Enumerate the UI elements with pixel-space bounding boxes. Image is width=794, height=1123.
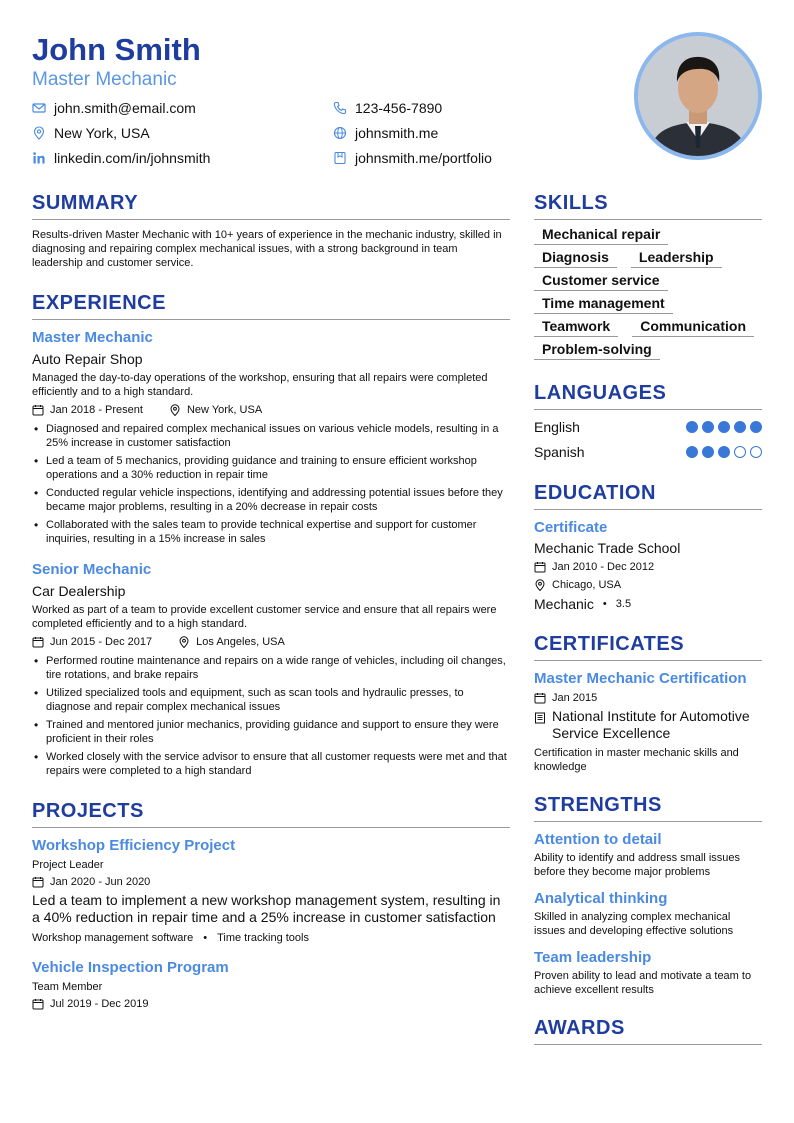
project-item bbox=[32, 958, 510, 1012]
education-gpa: 3.5 bbox=[615, 598, 632, 610]
project-item bbox=[32, 836, 510, 946]
section-title-awards: AWARDS bbox=[534, 1015, 762, 1045]
skill-tag: Problem-solving bbox=[534, 341, 660, 360]
list-item: • Collaborated with the sales team to provide technical expertise and support for customer inquiries, resulting in a 15% increase in sales bbox=[32, 518, 510, 546]
project-dates: Jan 2020 - Jun 2020 bbox=[50, 876, 151, 888]
list-item: • Diagnosed and repaired complex mechanical issues on various vehicle models, resulting in a 25% increase in customer satisfaction bbox=[32, 422, 510, 450]
strength-item bbox=[534, 889, 762, 938]
language-level-dots bbox=[686, 446, 762, 458]
job-dates: Jan 2018 - Present bbox=[50, 404, 143, 416]
contact-location bbox=[32, 123, 150, 143]
strength-title: Attention to detail bbox=[534, 831, 662, 848]
certificate-date: Jan 2015 bbox=[552, 692, 598, 704]
location-pin-icon bbox=[178, 636, 190, 648]
level-dot-empty bbox=[734, 446, 746, 458]
phone-text: 123-456-7890 bbox=[355, 100, 443, 116]
job-title: Master Mechanic bbox=[32, 329, 153, 346]
experience-item bbox=[32, 560, 510, 778]
email-icon bbox=[32, 101, 46, 115]
left-column bbox=[32, 190, 510, 1012]
level-dot-filled bbox=[686, 446, 698, 458]
strength-description: Proven ability to lead and motivate a team to achieve excellent results bbox=[534, 970, 752, 996]
list-item: • Conducted regular vehicle inspections, identifying and addressing potential issues before they became major problems, resulting in a 20% decrease in repair costs bbox=[32, 486, 510, 514]
calendar-icon bbox=[32, 998, 44, 1010]
level-dot-filled bbox=[734, 421, 746, 433]
job-location: Los Angeles, USA bbox=[196, 636, 285, 648]
certificate-issuer-row bbox=[534, 708, 762, 742]
calendar-icon bbox=[32, 404, 44, 416]
education-field: Mechanic bbox=[534, 596, 594, 612]
portfolio-icon bbox=[333, 151, 347, 165]
candidate-name: John Smith bbox=[32, 32, 201, 67]
separator-dot: • bbox=[602, 598, 607, 610]
level-dot-filled bbox=[702, 421, 714, 433]
contact-phone[interactable] bbox=[333, 98, 442, 118]
strength-item bbox=[534, 830, 762, 879]
job-description: Worked as part of a team to provide excellent customer service and ensure that all repairs were completed efficiently and to a high standard. bbox=[32, 604, 497, 630]
calendar-icon bbox=[534, 561, 546, 573]
section-title-projects: PROJECTS bbox=[32, 798, 510, 828]
education-school: Mechanic Trade School bbox=[534, 540, 681, 556]
list-item: • Worked closely with the service advisor to ensure that all customer requests were met and that repairs were completed to a high standard bbox=[32, 750, 510, 778]
education-meta-dates bbox=[534, 559, 762, 575]
certificate-issuer: National Institute for Automotive Service Excellence bbox=[552, 708, 750, 741]
education-item bbox=[534, 518, 762, 613]
job-meta bbox=[32, 634, 510, 650]
level-dot-filled bbox=[750, 421, 762, 433]
project-tool: Workshop management software bbox=[32, 932, 194, 944]
calendar-icon bbox=[534, 692, 546, 704]
project-title: Workshop Efficiency Project bbox=[32, 837, 236, 854]
list-item: • Led a team of 5 mechanics, providing guidance and training to ensure efficient workshop operations and a 30% reduction in repair time bbox=[32, 454, 510, 482]
project-title: Vehicle Inspection Program bbox=[32, 959, 229, 976]
globe-icon bbox=[333, 126, 347, 140]
language-row bbox=[534, 439, 762, 464]
project-description: Led a team to implement a new workshop management system, resulting in a 40% reduction in repair time and a 25% increase in customer satisfaction bbox=[32, 892, 501, 925]
contact-website[interactable] bbox=[333, 123, 438, 143]
certificate-meta-date bbox=[534, 690, 762, 706]
project-meta bbox=[32, 874, 510, 890]
project-tool: Time tracking tools bbox=[217, 932, 309, 944]
education-degree: Certificate bbox=[534, 519, 608, 536]
section-title-summary: SUMMARY bbox=[32, 190, 510, 220]
project-dates: Jul 2019 - Dec 2019 bbox=[50, 998, 149, 1010]
strength-title: Analytical thinking bbox=[534, 890, 668, 907]
skill-tag: Mechanical repair bbox=[534, 226, 668, 245]
skill-tag: Communication bbox=[632, 318, 754, 337]
section-title-strengths: STRENGTHS bbox=[534, 792, 762, 822]
skill-tag: Time management bbox=[534, 295, 673, 314]
project-role: Project Leader bbox=[32, 859, 104, 871]
contact-linkedin[interactable] bbox=[32, 148, 210, 168]
section-title-experience: EXPERIENCE bbox=[32, 290, 510, 320]
strength-title: Team leadership bbox=[534, 949, 652, 966]
strength-description: Skilled in analyzing complex mechanical issues and developing effective solutions bbox=[534, 911, 734, 937]
section-title-education: EDUCATION bbox=[534, 480, 762, 510]
job-meta bbox=[32, 402, 510, 418]
education-location: Chicago, USA bbox=[552, 579, 622, 591]
resume-header bbox=[32, 32, 762, 172]
section-title-skills: SKILLS bbox=[534, 190, 762, 220]
project-meta bbox=[32, 996, 510, 1012]
company-name: Car Dealership bbox=[32, 583, 126, 599]
linkedin-text: linkedin.com/in/johnsmith bbox=[54, 150, 211, 166]
location-pin-icon bbox=[534, 579, 546, 591]
languages-list bbox=[534, 414, 762, 464]
certificate-item bbox=[534, 669, 762, 774]
section-title-languages: LANGUAGES bbox=[534, 380, 762, 410]
job-location: New York, USA bbox=[186, 404, 263, 416]
list-item: • Utilized specialized tools and equipment, such as scan tools and hydraulic presses, to diagnose and repair complex mechanical issues bbox=[32, 686, 510, 714]
language-level-dots bbox=[686, 421, 762, 433]
location-pin-icon bbox=[169, 404, 181, 416]
portfolio-text: johnsmith.me/portfolio bbox=[355, 150, 492, 166]
education-field-row bbox=[534, 595, 762, 613]
candidate-title: Master Mechanic bbox=[32, 69, 177, 90]
list-item: • Trained and mentored junior mechanics, providing guidance and support to ensure they were proficient in their roles bbox=[32, 718, 510, 746]
calendar-icon bbox=[32, 876, 44, 888]
education-meta-location bbox=[534, 577, 762, 593]
language-name: English bbox=[534, 418, 580, 435]
contact-email[interactable] bbox=[32, 98, 196, 118]
section-title-certificates: CERTIFICATES bbox=[534, 631, 762, 661]
right-column bbox=[534, 190, 762, 1045]
profile-photo bbox=[634, 32, 762, 160]
skill-tag: Teamwork bbox=[534, 318, 618, 337]
separator-dot: • bbox=[203, 932, 208, 944]
email-text: john.smith@email.com bbox=[54, 100, 196, 116]
strength-description: Ability to identify and address small issues before they become major problems bbox=[534, 852, 741, 878]
certificate-description: Certification in master mechanic skills and knowledge bbox=[534, 747, 739, 773]
phone-icon bbox=[333, 101, 347, 115]
skills-list bbox=[534, 226, 762, 360]
company-name: Auto Repair Shop bbox=[32, 351, 143, 367]
linkedin-icon bbox=[32, 151, 46, 165]
strength-item bbox=[534, 948, 762, 997]
experience-item bbox=[32, 328, 510, 546]
calendar-icon bbox=[32, 636, 44, 648]
website-text: johnsmith.me bbox=[355, 125, 439, 141]
job-title: Senior Mechanic bbox=[32, 561, 152, 578]
education-dates: Jan 2010 - Dec 2012 bbox=[552, 561, 655, 573]
contact-portfolio[interactable] bbox=[333, 148, 492, 168]
project-tools bbox=[32, 930, 510, 946]
location-text: New York, USA bbox=[54, 125, 150, 141]
summary-text: Results-driven Master Mechanic with 10+ years of experience in the mechanic industry, skilled in diagnosing and repairing complex mechanical issues, with a strong background in team leadership and customer service. bbox=[32, 229, 502, 269]
institution-icon bbox=[534, 712, 546, 724]
job-description: Managed the day-to-day operations of the workshop, ensuring that all repairs were completed efficiently and to a high standard. bbox=[32, 372, 488, 398]
skill-tag: Diagnosis bbox=[534, 249, 617, 268]
level-dot-filled bbox=[702, 446, 714, 458]
job-dates: Jun 2015 - Dec 2017 bbox=[50, 636, 153, 648]
level-dot-filled bbox=[718, 446, 730, 458]
list-item: • Performed routine maintenance and repairs on a wide range of vehicles, including oil changes, tire rotations, and brake repairs bbox=[32, 654, 510, 682]
level-dot-filled bbox=[718, 421, 730, 433]
skill-tag: Customer service bbox=[534, 272, 668, 291]
language-name: Spanish bbox=[534, 443, 585, 460]
job-bullets bbox=[32, 422, 510, 546]
project-role: Team Member bbox=[32, 981, 103, 993]
certificate-title: Master Mechanic Certification bbox=[534, 670, 747, 687]
job-bullets bbox=[32, 654, 510, 778]
level-dot-filled bbox=[686, 421, 698, 433]
language-row bbox=[534, 414, 762, 439]
level-dot-empty bbox=[750, 446, 762, 458]
skill-tag: Leadership bbox=[631, 249, 722, 268]
location-pin-icon bbox=[32, 126, 46, 140]
